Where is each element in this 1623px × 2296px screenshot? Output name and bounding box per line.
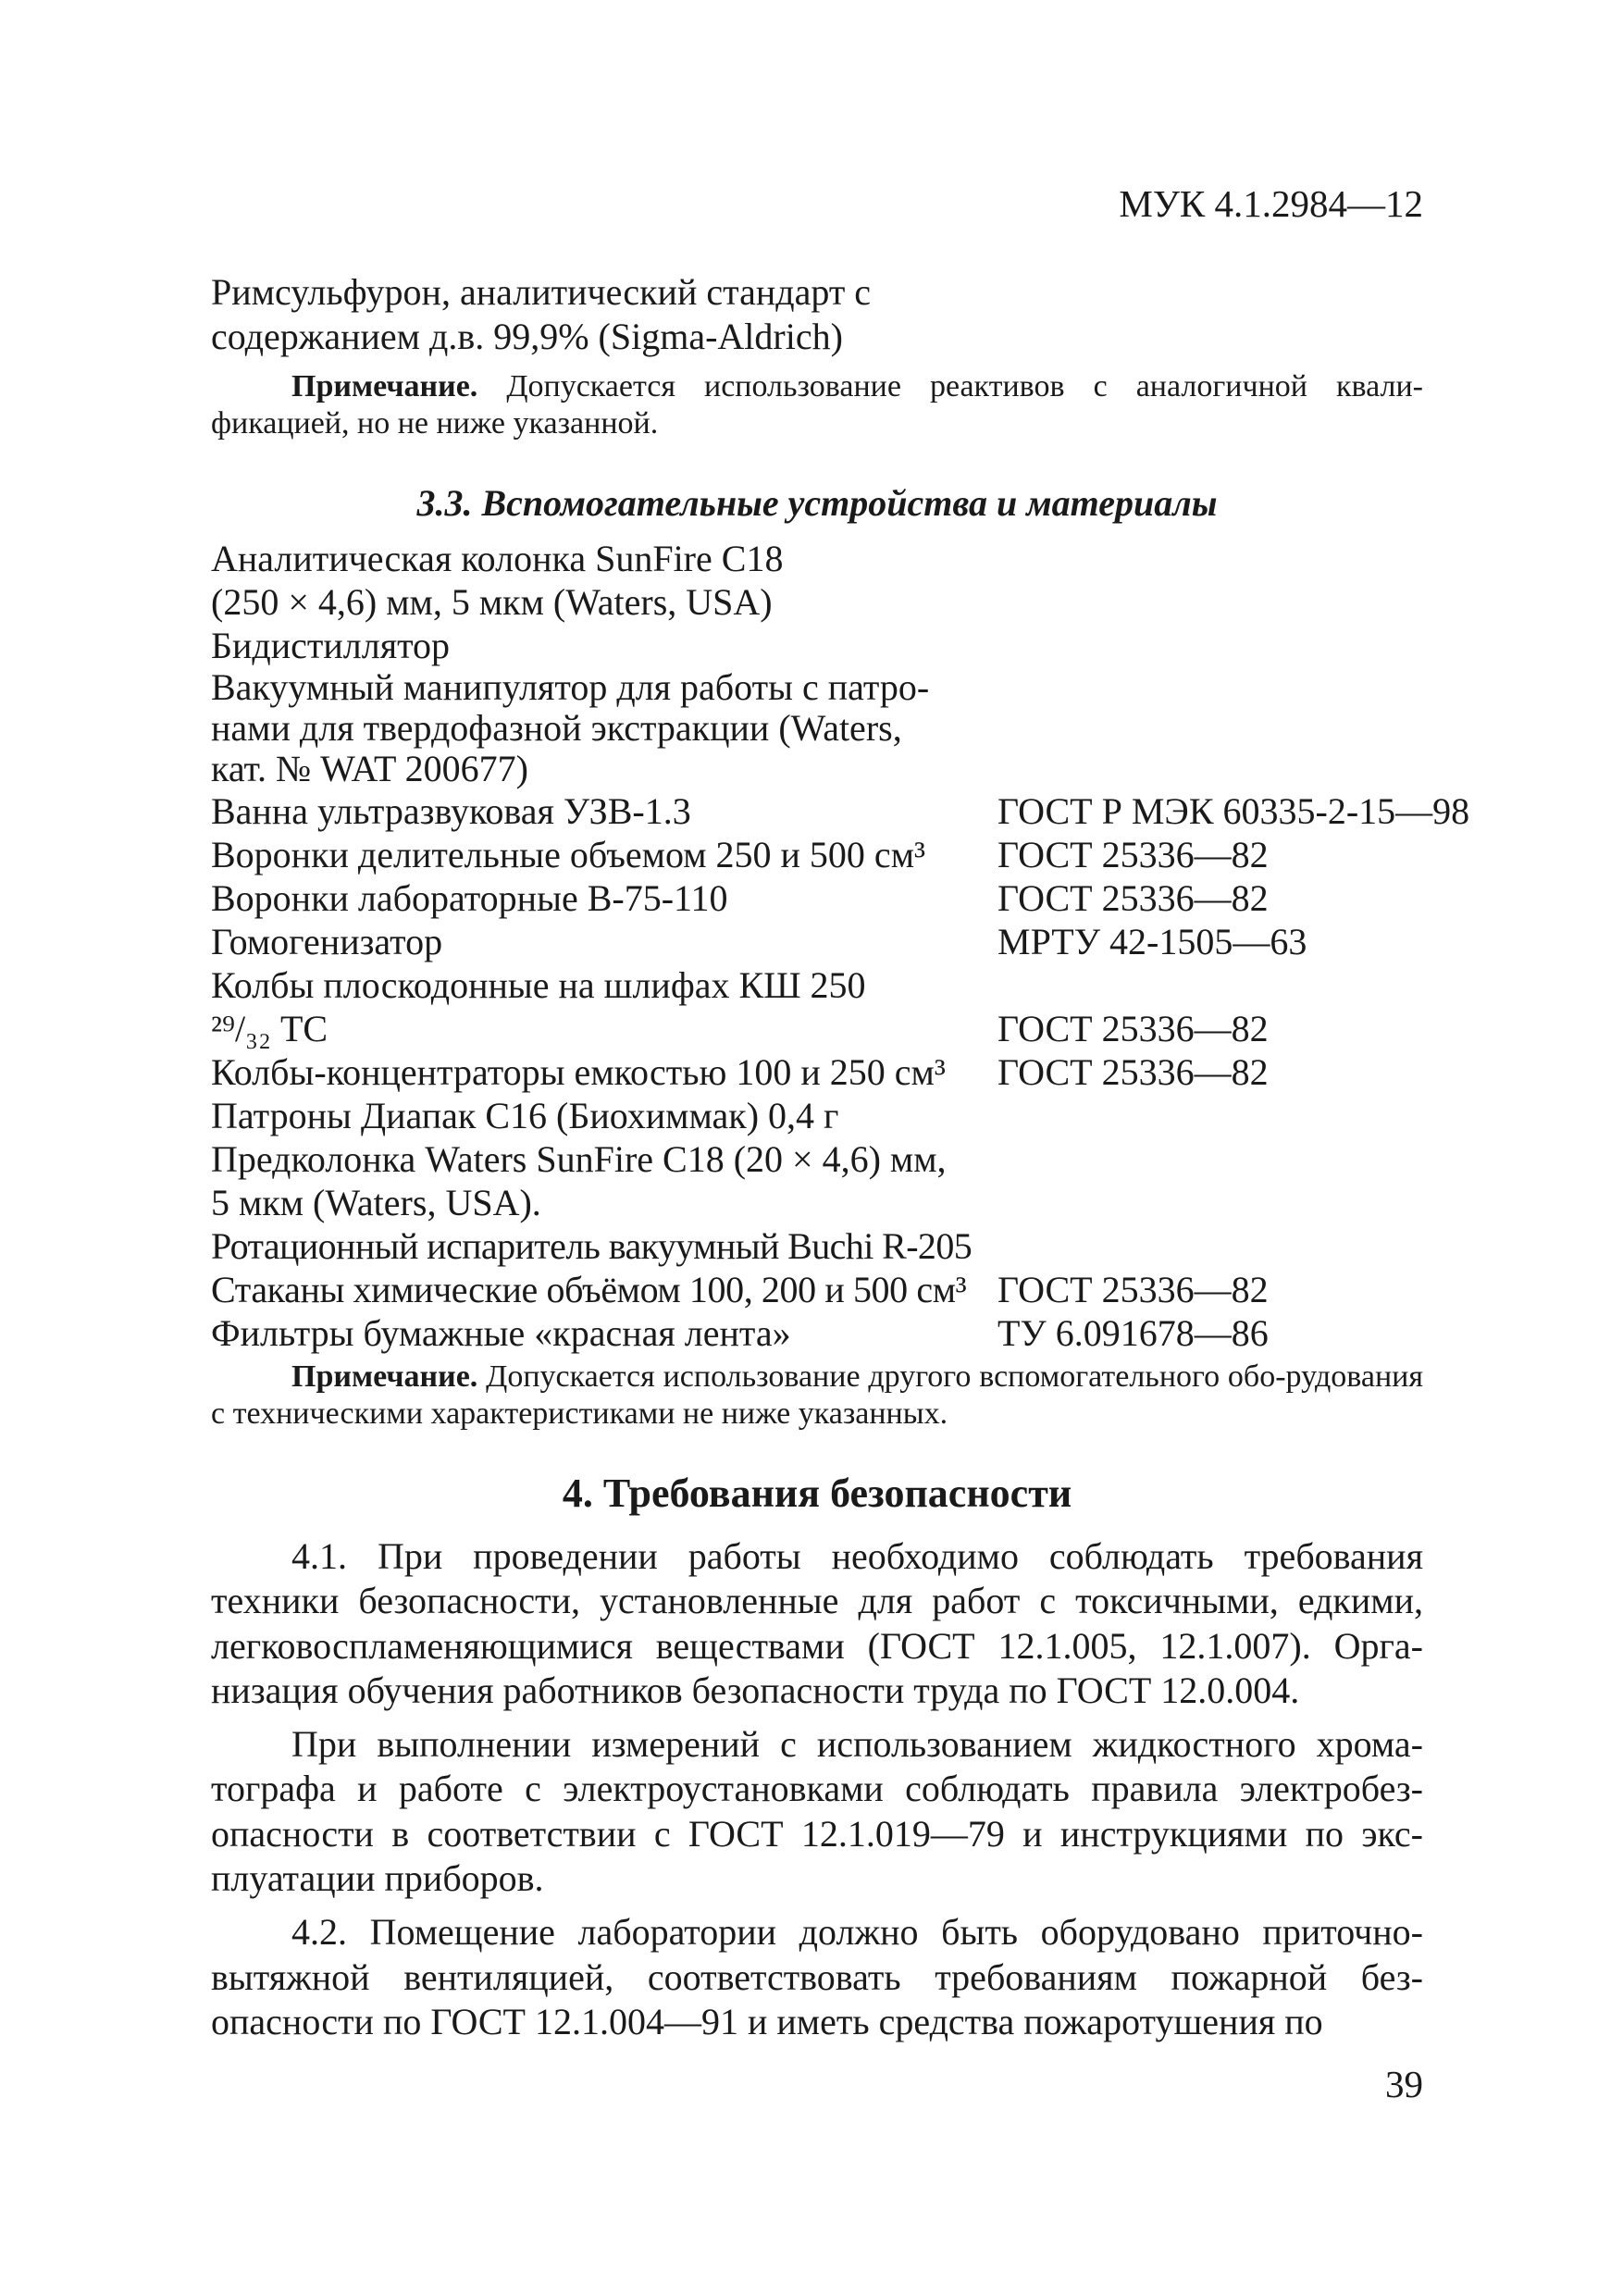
equipment-name: Аналитическая колонка SunFire C18 (250 × 4,6) мм, 5 мкм (Waters, USA)	[211, 538, 784, 623]
equipment-row	[211, 920, 1460, 963]
page-number: 39	[1385, 2063, 1423, 2105]
equipment-standard	[997, 1137, 1460, 1224]
equipment-name: Бидистиллятор	[211, 625, 451, 666]
equipment-row	[211, 537, 1460, 624]
section-heading-4: 4. Требования безопасности	[562, 1471, 1072, 1516]
equipment-row	[211, 1094, 1460, 1137]
equipment-name: Колбы плоскодонные на шлифах КШ 250 ²⁹/₃₂ ТС	[211, 964, 866, 1049]
equipment-standard: ГОСТ 25336—82	[997, 1051, 1269, 1093]
note-text: Допускается использование другого вспомогательного обо-рудования с техническими характеристиками не ниже указанных.	[211, 1359, 1423, 1431]
equipment-standard: ГОСТ Р МЭК 60335-2-15—98	[997, 790, 1470, 832]
reagent-entry: Римсульфурон, аналитический стандарт с содержанием д.в. 99,9% (Sigma-Aldrich)	[211, 271, 872, 357]
equipment-standard	[997, 1224, 1460, 1268]
equipment-name: Воронки лабораторные В-75-110	[211, 877, 728, 919]
equipment-row	[211, 1137, 1460, 1224]
equipment-standard: ГОСТ 25336—82	[997, 1269, 1269, 1310]
equipment-name: Воронки делительные объемом 250 и 500 см³	[211, 834, 925, 875]
paragraph: 4.2. Помещение лаборатории должно быть оборудовано приточно-вытяжной вентиляцией, соответствовать требованиям пожарной без-опасности по ГОСТ 12.1.004—91 и иметь средства пожаротушения по	[211, 1911, 1423, 2042]
equipment-standard: ГОСТ 25336—82	[997, 834, 1269, 875]
equipment-list	[211, 537, 1470, 1355]
equipment-name: Патроны Диапак С16 (Биохиммак) 0,4 г	[211, 1095, 839, 1136]
note-equipment	[211, 1359, 1423, 1433]
equipment-name: Предколонка Waters SunFire C18 (20 × 4,6) мм, 5 мкм (Waters, USA).	[211, 1138, 947, 1223]
note-label: Примечание.	[291, 369, 478, 403]
note-reagents	[211, 368, 1423, 442]
equipment-row	[211, 667, 1460, 789]
equipment-row	[211, 963, 1460, 1050]
section-heading-3-3: 3.3. Вспомогательные устройства и материалы	[416, 482, 1218, 524]
equipment-name: Фильтры бумажные «красная лента»	[211, 1312, 791, 1354]
equipment-standard: ГОСТ 25336—82	[997, 877, 1269, 919]
equipment-standard: ТУ 6.091678—86	[997, 1312, 1269, 1354]
equipment-name: Вакуумный манипулятор для работы с патро- нами для твердофазной экстракции (Waters, кат. № WAT 200677)	[211, 666, 930, 789]
equipment-name: Ротационный испаритель вакуумный Buchi R-205	[211, 1225, 973, 1267]
equipment-standard	[997, 1094, 1460, 1137]
equipment-row	[211, 876, 1460, 920]
equipment-row	[211, 1224, 1460, 1268]
paragraph: При выполнении измерений с использованием жидкостного хрома-тографа и работе с электроустановками соблюдать правила электробез-опасности в соответствии с ГОСТ 12.1.019—79 и инструкциями по экс-плуатации приборов.	[211, 1723, 1423, 1900]
equipment-standard: МРТУ 42-1505—63	[997, 921, 1307, 962]
note-label: Примечание.	[291, 1359, 478, 1394]
equipment-standard	[997, 624, 1460, 667]
paragraph: 4.1. При проведении работы необходимо соблюдать требования техники безопасности, установленные для работ с токсичными, едкими, легковоспламеняющимися веществами (ГОСТ 12.1.005, 12.1.007). Орга-низация обучения работников безопасности труда по ГОСТ 12.0.004.	[211, 1535, 1423, 1711]
equipment-name: Стаканы химические объёмом 100, 200 и 500 см³	[211, 1269, 967, 1310]
equipment-name: Гомогенизатор	[211, 921, 443, 962]
equipment-standard: ГОСТ 25336—82	[997, 1008, 1269, 1049]
equipment-row	[211, 624, 1460, 667]
equipment-row	[211, 1268, 1460, 1311]
equipment-row	[211, 833, 1460, 876]
equipment-row	[211, 789, 1470, 833]
equipment-standard	[997, 667, 1460, 789]
equipment-name: Ванна ультразвуковая УЗВ-1.3	[211, 790, 691, 832]
document-code: МУК 4.1.2984—12	[1119, 182, 1423, 225]
equipment-row	[211, 1050, 1460, 1094]
equipment-standard	[997, 537, 1460, 624]
note-text: Допускается использование реактивов с аналогичной квали-фикацией, но не ниже указанной.	[211, 369, 1423, 441]
equipment-row	[211, 1311, 1460, 1355]
equipment-name: Колбы-концентраторы емкостью 100 и 250 см³	[211, 1051, 946, 1093]
section-4-body	[211, 1534, 1423, 2044]
